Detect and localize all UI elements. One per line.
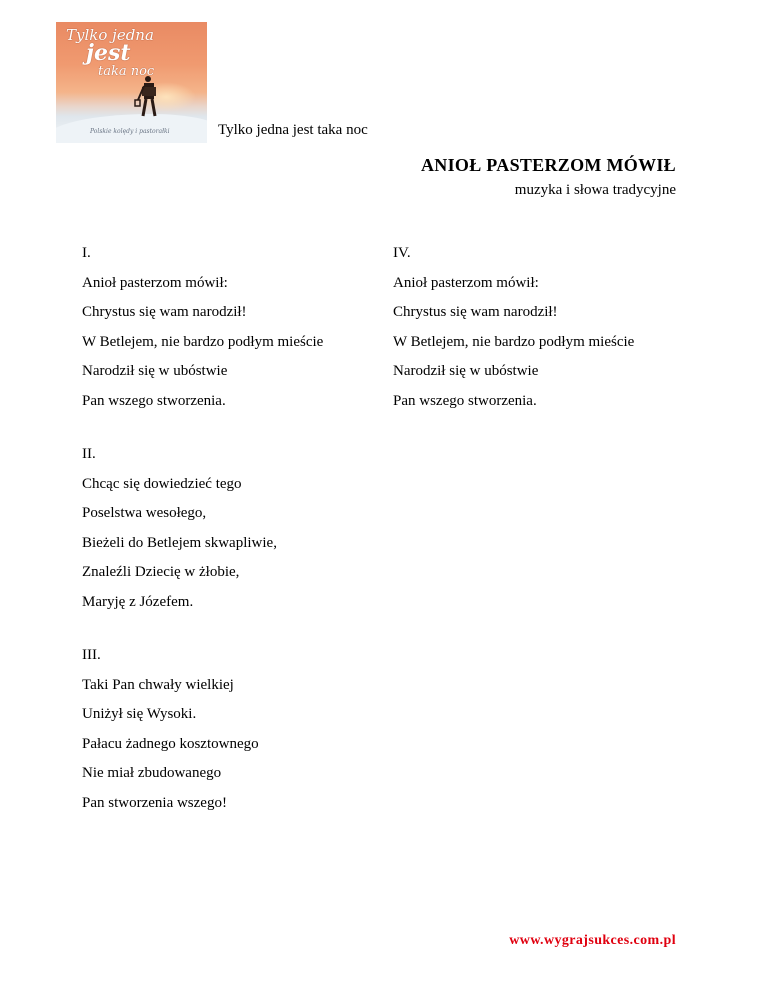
verse-line: Maryję z Józefem. [82,593,194,610]
song-title: ANIOŁ PASTERZOM MÓWIŁ [421,155,676,175]
verse-line: Anioł pasterzom mówił: [82,274,228,291]
album-cover-image [56,22,207,143]
verse-line: Poselstwa wesołego, [82,505,207,521]
verse-line: Pan wszego stworzenia. [393,392,537,409]
verse-line: Nie miał zbudowanego [82,765,222,781]
verse-number: II. [82,446,96,462]
cover-subtitle: Polskie kolędy i pastorałki [90,128,170,135]
cover-title-line2: jest [86,40,131,66]
album-caption: Tylko jedna jest taka noc [218,122,368,138]
verse-line: W Betlejem, nie bardzo podłym mieście [82,333,324,350]
verse-line: Pan stworzenia wszego! [82,794,227,811]
cover-title-line3: taka noc [98,64,155,79]
verse-line: Bieżeli do Betlejem skwapliwie, [82,534,277,551]
verse-number: III. [82,647,101,663]
verse-line: Chrystus się wam narodził! [82,304,247,320]
verse-line: Pan wszego stworzenia. [82,392,226,409]
verse-line: Znaleźli Dziecię w żłobie, [82,564,240,580]
verse-line: Anioł pasterzom mówił: [393,274,539,291]
verse-line: W Betlejem, nie bardzo podłym mieście [393,333,635,350]
song-credits: muzyka i słowa tradycyjne [514,182,676,198]
verse-line: Chcąc się dowiedzieć tego [82,475,242,492]
verse-line: Narodził się w ubóstwie [393,363,539,379]
verse-number: IV. [393,245,411,261]
verse-line: Narodził się w ubóstwie [82,363,228,379]
verse-line: Taki Pan chwały wielkiej [82,676,234,693]
verse-line: Pałacu żadnego kosztownego [82,735,259,752]
cover-title-line1: Tylko jedna [66,26,154,44]
verse-1 [82,239,323,416]
website-link[interactable]: www.wygrajsukces.com.pl [509,933,676,948]
verse-line: Uniżył się Wysoki. [82,706,197,722]
verse-3 [82,641,259,818]
verse-line: Chrystus się wam narodził! [393,304,558,320]
verse-number: I. [82,245,91,261]
walking-figure-with-accordion [134,74,164,124]
verse-2 [82,440,277,617]
verse-4 [393,239,634,416]
